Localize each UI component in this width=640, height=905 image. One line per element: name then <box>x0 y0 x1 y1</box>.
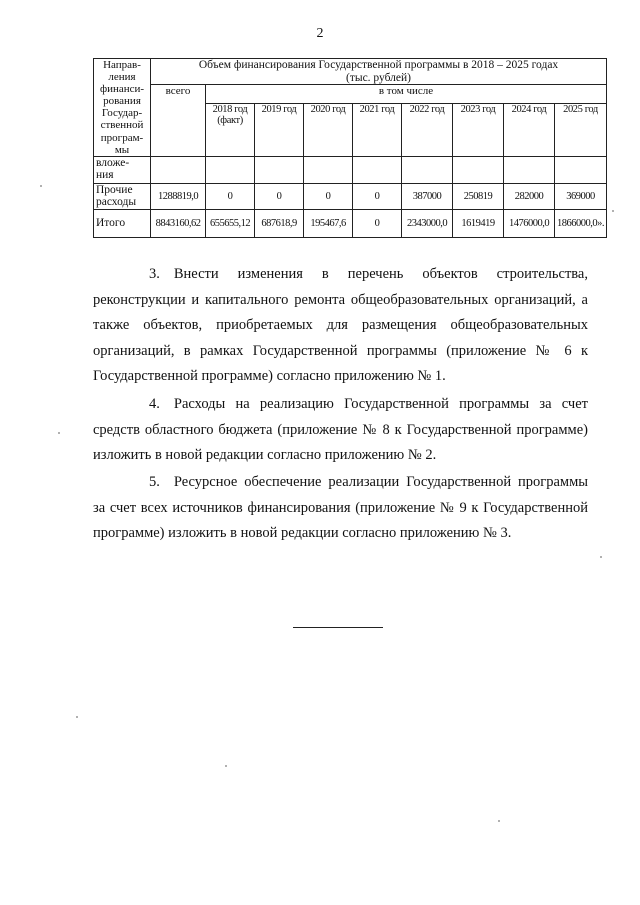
table-cell <box>304 156 353 183</box>
scan-speck <box>76 716 78 718</box>
year-header: 2021 год <box>353 103 402 156</box>
table-cell: 1476000,0 <box>504 210 555 238</box>
year-header: 2023 год <box>453 103 504 156</box>
table-cell <box>151 156 206 183</box>
table-cell: 250819 <box>453 183 504 209</box>
direction-header: Направ- ления финанси- рования Государ- ственной програм- мы <box>94 59 151 157</box>
paragraph-5 <box>93 470 588 547</box>
table-cell: 387000 <box>402 183 453 209</box>
table-cell <box>504 156 555 183</box>
scan-speck <box>612 210 614 212</box>
table-cell <box>453 156 504 183</box>
year-header: 2018 год (факт) <box>206 103 255 156</box>
scan-speck <box>58 432 60 434</box>
table-cell <box>206 156 255 183</box>
table-cell: 369000 <box>555 183 607 209</box>
total-header: всего <box>151 85 206 156</box>
scan-speck <box>600 556 602 558</box>
year-header: 2020 год <box>304 103 353 156</box>
table-cell: 0 <box>304 183 353 209</box>
table-cell: 0 <box>206 183 255 209</box>
financing-table <box>93 58 607 238</box>
year-header: 2024 год <box>504 103 555 156</box>
scan-speck <box>225 765 227 767</box>
table-cell <box>353 156 402 183</box>
table-row <box>94 183 607 209</box>
table-row <box>94 156 607 183</box>
page-number: 2 <box>316 26 324 41</box>
table-cell <box>555 156 607 183</box>
scan-speck <box>40 185 42 187</box>
year-header: 2025 год <box>555 103 607 156</box>
table-cell: 1288819,0 <box>151 183 206 209</box>
paragraph-number: 3. <box>149 266 160 282</box>
table-cell: 2343000,0 <box>402 210 453 238</box>
row-label: вложе- ния <box>94 156 151 183</box>
table-cell <box>255 156 304 183</box>
table-cell: 0 <box>353 183 402 209</box>
row-label: Итого <box>94 210 151 238</box>
row-label: Прочие расходы <box>94 183 151 209</box>
year-header: 2019 год <box>255 103 304 156</box>
paragraph-number: 5. <box>149 474 160 490</box>
paragraph-number: 4. <box>149 396 160 412</box>
table-cell: 655655,12 <box>206 210 255 238</box>
table-cell: 1619419 <box>453 210 504 238</box>
table-cell: 0 <box>255 183 304 209</box>
scan-speck <box>498 820 500 822</box>
year-header: 2022 год <box>402 103 453 156</box>
including-header: в том числе <box>206 85 607 103</box>
table-cell: 1866000,0». <box>555 210 607 238</box>
paragraph-3 <box>93 262 588 390</box>
table-cell: 687618,9 <box>255 210 304 238</box>
volume-header: Объем финансирования Государственной программы в 2018 – 2025 годах (тыс. рублей) <box>151 59 607 85</box>
end-divider-line <box>293 627 383 628</box>
table-cell: 0 <box>353 210 402 238</box>
table-cell: 282000 <box>504 183 555 209</box>
table-cell: 8843160,62 <box>151 210 206 238</box>
paragraph-text: Ресурсное обеспечение реализации Государственной программы за счет всех источников финансирования (приложение № 9 к Государственной программе) изложить в новой редакции согласно приложению № 3. <box>93 474 588 541</box>
table-cell <box>402 156 453 183</box>
paragraph-4 <box>93 392 588 469</box>
paragraph-text: Расходы на реализацию Государственной программы за счет средств областного бюджета (приложение № 8 к Государственной программе) изложить в новой редакции согласно приложению № 2. <box>93 396 588 463</box>
table-cell: 195467,6 <box>304 210 353 238</box>
paragraph-text: Внести изменения в перечень объектов строительства, реконструкции и капитального ремонта общеобразовательных организаций, а также объектов, приобретаемых для размещения общеобразовательных организаций, в рамках Государственной программы (приложение № 6 к Государственной программе) согласно приложению № 1. <box>93 266 588 384</box>
table-row <box>94 210 607 238</box>
